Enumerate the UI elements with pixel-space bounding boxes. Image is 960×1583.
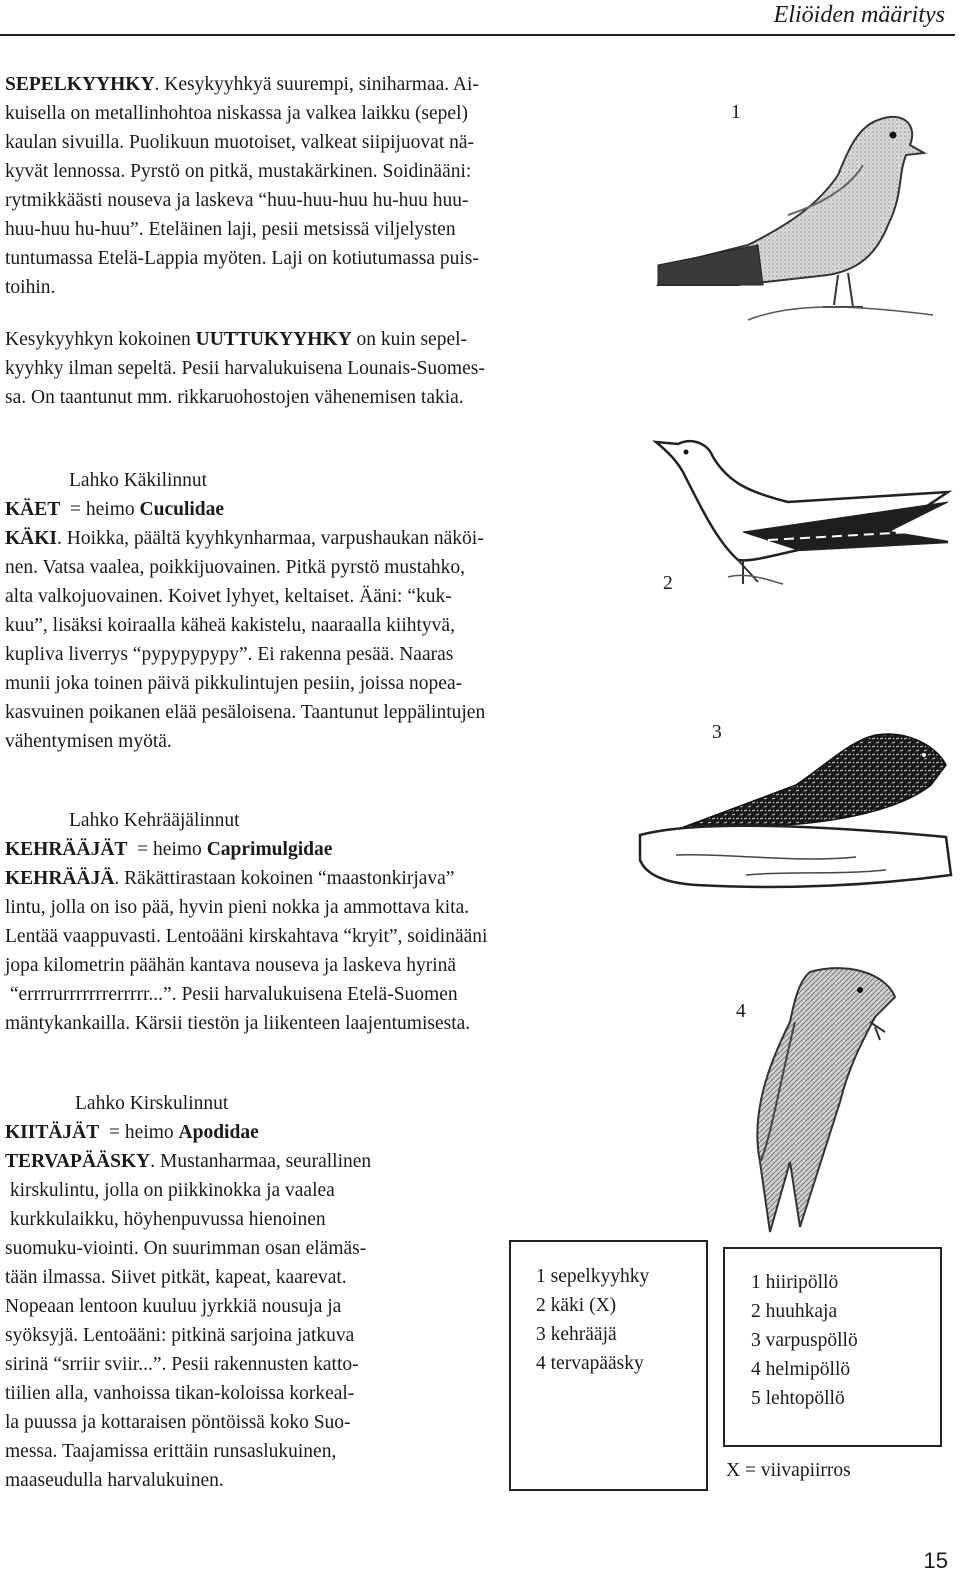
text-line: kyvät lennossa. Pyrstö on pitkä, mustakärkinen. Soidinääni: (5, 161, 472, 182)
legend-item: 1 hiiripöllö (751, 1272, 839, 1293)
text-line: kyyhky ilman sepeltä. Pesii harvalukuisena Lounais-Suomes- (5, 358, 485, 379)
text-line: . Kesykyyhkyä suurempi, siniharmaa. Ai- (154, 74, 479, 95)
text-fragment: on kuin sepel- (351, 329, 468, 350)
figure-number-2: 2 (663, 573, 673, 594)
text-line: kasvuinen poikanen elää pesäloisena. Taantunut leppälintujen (5, 702, 486, 723)
text-line: . Räkättirastaan kokoinen “maastonkirjava” (114, 868, 455, 889)
legend-item: 3 kehrääjä (536, 1324, 617, 1345)
text-line: munii joka toinen päivä pikkulintujen pesiin, joissa nopea- (5, 673, 463, 694)
text-line: . Hoikka, päältä kyyhkynharmaa, varpushaukan näköi- (57, 528, 484, 549)
cuckoo-icon (648, 432, 953, 592)
chapter-title: Eliöiden määritys (773, 2, 945, 28)
text-line: suomuku-viointi. On suurimman osan elämäs- (5, 1238, 367, 1259)
family-latin: Cuculidae (139, 499, 225, 520)
text-line: Lentää vaappuvasti. Lentoääni kirskahtava “kryit”, soidinääni (5, 926, 488, 947)
family-name: KEHRÄÄJÄT (5, 839, 128, 860)
nightjar-icon (636, 725, 956, 900)
text-line: tiilien alla, vanhoissa tikan-koloissa korkeal- (5, 1383, 355, 1404)
order-heading: Lahko Kehrääjälinnut (69, 810, 240, 831)
species-legend-box (509, 1240, 708, 1491)
owl-legend-box (723, 1247, 942, 1447)
text-line: maaseudulla harvalukuinen. (5, 1470, 224, 1491)
family-name: KÄET (5, 499, 61, 520)
legend-item: 4 helmipöllö (751, 1359, 851, 1380)
order-heading: Lahko Käkilinnut (69, 470, 208, 491)
text-line: tään ilmassa. Siivet pitkät, kapeat, kaarevat. (5, 1267, 347, 1288)
text-fragment: = heimo (127, 839, 207, 860)
species-name: UUTTUKYYHKY (195, 329, 352, 350)
text-line: kuisella on metallinhohtoa niskassa ja valkea laikku (sepel) (5, 103, 468, 124)
text-line: messa. Taajamissa erittäin runsaslukuinen, (5, 1441, 337, 1462)
text-line: kaulan sivuilla. Puolikuun muotoiset, valkeat siipijuovat nä- (5, 132, 475, 153)
legend-item: 1 sepelkyyhky (536, 1266, 650, 1287)
text-line: kirskulintu, jolla on piikkinokka ja vaalea (5, 1180, 335, 1201)
legend-note: X = viivapiirros (726, 1460, 851, 1481)
kehraaja-section (5, 806, 487, 1038)
text-line: la puussa ja kottaraisen pöntöissä koko Suo- (5, 1412, 351, 1433)
family-latin: Apodidae (178, 1122, 259, 1143)
family-latin: Caprimulgidae (206, 839, 333, 860)
legend-item: 2 huuhkaja (751, 1301, 838, 1322)
text-line: “errrrurrrrrrrerrrrr...”. Pesii harvalukuisena Etelä-Suomen (5, 984, 458, 1005)
page-header (0, 0, 955, 36)
species-name: KEHRÄÄJÄ (5, 868, 115, 889)
text-line: sirinä “srriir sviir...”. Pesii rakennusten katto- (5, 1354, 359, 1375)
sepelkyyhky-section (5, 70, 485, 412)
text-line: syöksyjä. Lentoääni: pitkinä sarjoina jatkuva (5, 1325, 355, 1346)
figure-number-4: 4 (736, 1001, 746, 1022)
text-line: kurkkulaikku, höyhenpuvussa hienoinen (5, 1209, 326, 1230)
page-number: 15 (923, 1548, 948, 1573)
family-name: KIITÄJÄT (5, 1122, 100, 1143)
text-fragment: = heimo (60, 499, 140, 520)
kaki-section (5, 466, 485, 756)
text-line: lintu, jolla on iso pää, hyvin pieni nokka ja ammottava kita. (5, 897, 470, 918)
figure-number-3: 3 (712, 722, 722, 743)
pigeon-icon (648, 95, 938, 335)
text-line: huu-huu hu-huu”. Eteläinen laji, pesii metsissä viljelysten (5, 219, 456, 240)
legend-item: 3 varpuspöllö (751, 1330, 858, 1351)
text-line: . Mustanharmaa, seurallinen (150, 1151, 372, 1172)
text-fragment: Kesykyyhkyn kokoinen (5, 329, 196, 350)
legend-item: 2 käki (X) (536, 1295, 617, 1316)
order-heading: Lahko Kirskulinnut (75, 1093, 229, 1114)
species-name: TERVAPÄÄSKY (5, 1151, 151, 1172)
text-line: Nopeaan lentoon kuuluu jyrkkiä nousuja ja (5, 1296, 342, 1317)
text-line: kuu”, lisäksi koiraalla käheä kakistelu, naaraalla kiihtyvä, (5, 615, 455, 636)
species-name: KÄKI (5, 528, 58, 549)
legend-item: 4 tervapääsky (536, 1353, 644, 1374)
text-line: alta valkojuovainen. Koivet lyhyet, keltaiset. Ääni: “kuk- (5, 586, 452, 607)
swift-icon (700, 962, 910, 1242)
legend-item: 5 lehtopöllö (751, 1388, 845, 1409)
text-line: vähentymisen myötä. (5, 731, 172, 752)
text-line: kupliva liverrys “pypypypypy”. Ei rakenna pesää. Naaras (5, 644, 454, 665)
species-name: SEPELKYYHKY (5, 74, 155, 95)
figure-number-1: 1 (731, 102, 741, 123)
text-line: sa. On taantunut mm. rikkaruohostojen vähenemisen takia. (5, 387, 464, 408)
tervapaasky-section (5, 1089, 371, 1495)
text-line: rytmikkäästi nouseva ja laskeva “huu-huu-huu hu-huu huu- (5, 190, 469, 211)
text-line: toihin. (5, 277, 56, 298)
text-line: nen. Vatsa vaalea, poikkijuovainen. Pitkä pyrstö mustahko, (5, 557, 465, 578)
text-fragment: = heimo (99, 1122, 179, 1143)
text-line: jopa kilometrin päähän kantava nouseva ja laskeva hyrinä (5, 955, 457, 976)
text-line: mäntykankailla. Kärsii tiestön ja liikenteen laajentumisesta. (5, 1013, 471, 1034)
text-line: tuntumassa Etelä-Lappia myöten. Laji on kotiutumassa puis- (5, 248, 479, 269)
